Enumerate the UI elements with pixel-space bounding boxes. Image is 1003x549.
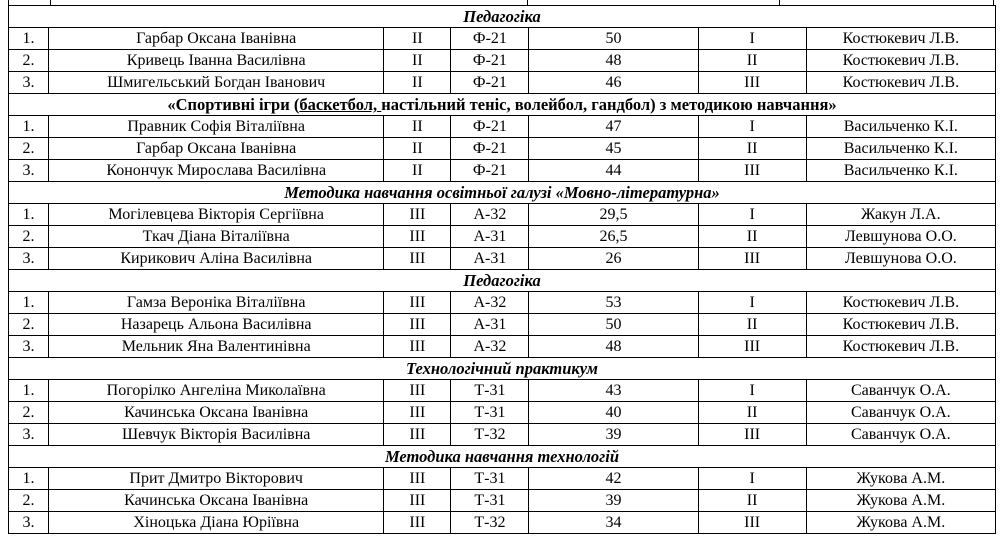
- table-row: [9, 336, 996, 358]
- cell-teacher: Жакун Л.А.: [806, 204, 995, 226]
- section-title: [9, 270, 996, 292]
- table-row: [9, 50, 996, 72]
- cell-teacher: Жукова А.М.: [806, 468, 995, 490]
- cell-course: ІІІ: [384, 248, 451, 270]
- cell-num: 1.: [9, 468, 49, 490]
- cell-place: ІІ: [698, 50, 806, 72]
- cell-group: Ф-21: [451, 28, 529, 50]
- cell-place: ІІ: [698, 402, 806, 424]
- cell-score: 40: [529, 402, 698, 424]
- cell-score: 42: [529, 468, 698, 490]
- cell-place: ІІІ: [698, 424, 806, 446]
- cell-name: Шевчук Вікторія Василівна: [49, 424, 384, 446]
- cell-place: І: [698, 116, 806, 138]
- cell-name: Гамза Вероніка Віталіївна: [49, 292, 384, 314]
- table-row: [9, 380, 996, 402]
- section-title-segment: Технологічний практикум: [406, 359, 598, 378]
- cell-teacher: Саванчук О.А.: [806, 380, 995, 402]
- sliver-cell: [528, 0, 780, 5]
- cell-name: Прит Дмитро Вікторович: [49, 468, 384, 490]
- table-row: [9, 512, 996, 534]
- table-row: [9, 226, 996, 248]
- cell-score: 53: [529, 292, 698, 314]
- cell-num: 1.: [9, 292, 49, 314]
- cell-name: Качинська Оксана Іванівна: [49, 402, 384, 424]
- cell-name: Погорілко Ангеліна Миколаївна: [49, 380, 384, 402]
- cell-group: А-32: [451, 204, 529, 226]
- cell-teacher: Костюкевич Л.В.: [806, 72, 995, 94]
- cell-num: 3.: [9, 424, 49, 446]
- cell-num: 2.: [9, 50, 49, 72]
- cell-group: Т-31: [451, 490, 529, 512]
- cell-num: 2.: [9, 226, 49, 248]
- cell-score: 50: [529, 314, 698, 336]
- section-header-row: [9, 6, 996, 28]
- cell-name: Правник Софія Віталіївна: [49, 116, 384, 138]
- cell-place: ІІ: [698, 138, 806, 160]
- cell-name: Хіноцька Діана Юріївна: [49, 512, 384, 534]
- section-title: [9, 358, 996, 380]
- cell-num: 1.: [9, 28, 49, 50]
- cell-course: ІІ: [384, 50, 451, 72]
- cell-score: 26: [529, 248, 698, 270]
- cell-name: Гарбар Оксана Іванівна: [49, 28, 384, 50]
- cell-group: Т-31: [451, 380, 529, 402]
- section-title-segment: Педагогіка: [463, 7, 541, 26]
- cell-course: ІІІ: [384, 336, 451, 358]
- table-row: [9, 72, 996, 94]
- sliver-cell: [51, 0, 529, 5]
- section-header-row: [9, 446, 996, 468]
- table-row: [9, 138, 996, 160]
- cell-group: А-32: [451, 292, 529, 314]
- cell-group: Т-31: [451, 468, 529, 490]
- cell-num: 1.: [9, 116, 49, 138]
- section-header-row: [9, 270, 996, 292]
- cell-course: ІІІ: [384, 314, 451, 336]
- cell-teacher: Васильченко К.І.: [806, 160, 995, 182]
- cell-teacher: Левшунова О.О.: [806, 226, 995, 248]
- cell-name: Ткач Діана Віталіївна: [49, 226, 384, 248]
- section-title-segment: «Спортивні ігри (: [167, 95, 300, 114]
- cell-place: ІІІ: [698, 336, 806, 358]
- cell-place: І: [698, 292, 806, 314]
- section-header-row: [9, 182, 996, 204]
- cell-group: Ф-21: [451, 116, 529, 138]
- cell-course: ІІІ: [384, 512, 451, 534]
- section-title-segment: баскетбол,: [299, 95, 382, 114]
- table-row: [9, 292, 996, 314]
- cell-course: ІІІ: [384, 402, 451, 424]
- cell-course: ІІ: [384, 72, 451, 94]
- table-row: [9, 248, 996, 270]
- section-title: [9, 182, 996, 204]
- cell-score: 34: [529, 512, 698, 534]
- cell-name: Гарбар Оксана Іванівна: [49, 138, 384, 160]
- section-title-segment: Педагогіка: [463, 271, 541, 290]
- cell-score: 26,5: [529, 226, 698, 248]
- cell-teacher: Костюкевич Л.В.: [806, 28, 995, 50]
- cell-name: Могілевцева Вікторія Сергіївна: [49, 204, 384, 226]
- section-title-segment: Методика навчання технологій: [384, 447, 620, 466]
- cell-group: А-31: [451, 226, 529, 248]
- cell-place: ІІІ: [698, 72, 806, 94]
- table-row: [9, 204, 996, 226]
- cell-place: І: [698, 468, 806, 490]
- cell-place: ІІІ: [698, 160, 806, 182]
- cell-group: А-31: [451, 248, 529, 270]
- table-row: [9, 424, 996, 446]
- cell-group: А-32: [451, 336, 529, 358]
- results-table-body: [9, 6, 996, 534]
- section-title: [9, 6, 996, 28]
- sliver-cell: [9, 0, 51, 5]
- cell-score: 46: [529, 72, 698, 94]
- cell-name: Кривець Іванна Василівна: [49, 50, 384, 72]
- cell-place: І: [698, 204, 806, 226]
- cell-num: 2.: [9, 314, 49, 336]
- cell-teacher: Костюкевич Л.В.: [806, 292, 995, 314]
- cell-place: ІІ: [698, 226, 806, 248]
- cell-course: ІІІ: [384, 292, 451, 314]
- cell-teacher: Саванчук О.А.: [806, 402, 995, 424]
- cell-group: Т-32: [451, 424, 529, 446]
- table-edge-sliver: [8, 0, 994, 5]
- table-row: [9, 28, 996, 50]
- cell-score: 50: [529, 28, 698, 50]
- cell-score: 39: [529, 424, 698, 446]
- section-title: [9, 94, 996, 116]
- cell-score: 29,5: [529, 204, 698, 226]
- cell-place: І: [698, 28, 806, 50]
- cell-teacher: Костюкевич Л.В.: [806, 314, 995, 336]
- cell-num: 3.: [9, 336, 49, 358]
- table-row: [9, 490, 996, 512]
- cell-course: ІІ: [384, 116, 451, 138]
- cell-teacher: Васильченко К.І.: [806, 116, 995, 138]
- cell-course: ІІІ: [384, 468, 451, 490]
- section-title-segment: настільний теніс, волейбол, гандбол) з методикою навчання»: [381, 95, 837, 114]
- section-header-row: [9, 94, 996, 116]
- cell-group: Ф-21: [451, 72, 529, 94]
- cell-teacher: Васильченко К.І.: [806, 138, 995, 160]
- table-row: [9, 468, 996, 490]
- cell-course: ІІІ: [384, 490, 451, 512]
- cell-score: 44: [529, 160, 698, 182]
- section-header-row: [9, 358, 996, 380]
- cell-group: Ф-21: [451, 50, 529, 72]
- cell-teacher: Саванчук О.А.: [806, 424, 995, 446]
- cell-score: 48: [529, 336, 698, 358]
- cell-score: 39: [529, 490, 698, 512]
- table-row: [9, 402, 996, 424]
- cell-score: 45: [529, 138, 698, 160]
- cell-place: ІІ: [698, 490, 806, 512]
- cell-teacher: Костюкевич Л.В.: [806, 50, 995, 72]
- cell-course: ІІІ: [384, 424, 451, 446]
- cell-score: 48: [529, 50, 698, 72]
- cell-num: 2.: [9, 490, 49, 512]
- cell-group: Ф-21: [451, 160, 529, 182]
- cell-course: ІІ: [384, 28, 451, 50]
- cell-group: Т-31: [451, 402, 529, 424]
- cell-num: 1.: [9, 204, 49, 226]
- cell-teacher: Левшунова О.О.: [806, 248, 995, 270]
- cell-course: ІІІ: [384, 226, 451, 248]
- cell-num: 1.: [9, 380, 49, 402]
- cell-name: Кирикович Аліна Василівна: [49, 248, 384, 270]
- cell-group: А-31: [451, 314, 529, 336]
- cell-teacher: Костюкевич Л.В.: [806, 336, 995, 358]
- cell-place: ІІ: [698, 314, 806, 336]
- cell-name: Конончук Мирослава Василівна: [49, 160, 384, 182]
- cell-course: ІІІ: [384, 380, 451, 402]
- cell-name: Назарець Альона Василівна: [49, 314, 384, 336]
- cell-teacher: Жукова А.М.: [806, 512, 995, 534]
- cell-num: 2.: [9, 138, 49, 160]
- cell-name: Качинська Оксана Іванівна: [49, 490, 384, 512]
- cell-teacher: Жукова А.М.: [806, 490, 995, 512]
- cell-course: ІІ: [384, 138, 451, 160]
- cell-score: 43: [529, 380, 698, 402]
- cell-place: І: [698, 380, 806, 402]
- cell-score: 47: [529, 116, 698, 138]
- cell-place: ІІІ: [698, 512, 806, 534]
- results-table: [8, 5, 996, 534]
- cell-group: Т-32: [451, 512, 529, 534]
- section-title-segment: Методика навчання освітньої галузі «Мовно-літературна»: [284, 183, 720, 202]
- cell-name: Шмигельський Богдан Іванович: [49, 72, 384, 94]
- sliver-cell: [780, 0, 994, 5]
- table-row: [9, 116, 996, 138]
- cell-num: 2.: [9, 402, 49, 424]
- cell-num: 3.: [9, 72, 49, 94]
- cell-num: 3.: [9, 248, 49, 270]
- cell-num: 3.: [9, 512, 49, 534]
- cell-place: ІІІ: [698, 248, 806, 270]
- section-title: [9, 446, 996, 468]
- table-row: [9, 314, 996, 336]
- cell-name: Мельник Яна Валентинівна: [49, 336, 384, 358]
- cell-num: 3.: [9, 160, 49, 182]
- cell-course: ІІ: [384, 160, 451, 182]
- cell-group: Ф-21: [451, 138, 529, 160]
- cell-course: ІІІ: [384, 204, 451, 226]
- table-row: [9, 160, 996, 182]
